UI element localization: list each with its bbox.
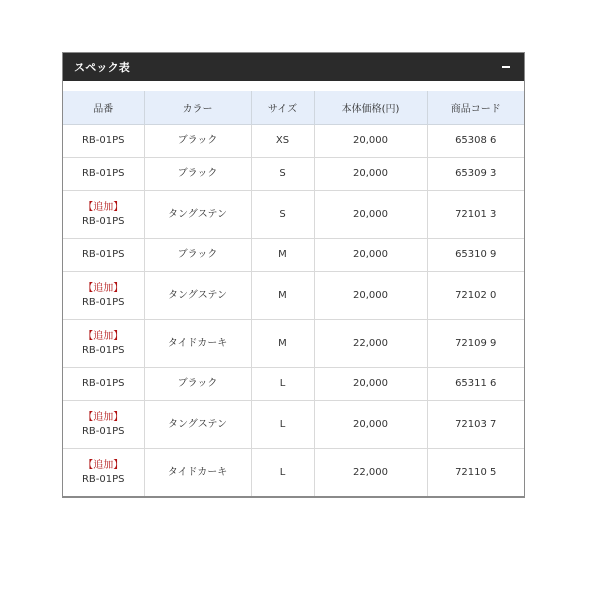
cell-color: ブラック	[144, 125, 251, 158]
panel-header	[63, 53, 524, 81]
cell-price: 20,000	[314, 191, 427, 239]
cell-color: ブラック	[144, 368, 251, 401]
part-no-text: RB-01PS	[81, 425, 125, 437]
header-price: 本体価格(円)	[314, 91, 427, 125]
cell-color: タングステン	[144, 272, 251, 320]
panel-body	[63, 81, 524, 497]
cell-product-code: 72102 0	[427, 272, 524, 320]
cell-size: M	[251, 272, 314, 320]
cell-product-code: 65310 9	[427, 239, 524, 272]
header-part-no: 品番	[63, 91, 144, 125]
cell-size: XS	[251, 125, 314, 158]
table-header-row	[63, 91, 524, 125]
header-size: サイズ	[251, 91, 314, 125]
part-no-text: RB-01PS	[81, 168, 125, 179]
part-no-text: RB-01PS	[81, 135, 125, 146]
table-row	[63, 368, 524, 401]
part-no-text: RB-01PS	[81, 296, 125, 308]
table-row	[63, 272, 524, 320]
cell-price: 22,000	[314, 320, 427, 368]
cell-color: タングステン	[144, 401, 251, 449]
cell-product-code: 72110 5	[427, 449, 524, 497]
cell-product-code: 65311 6	[427, 368, 524, 401]
cell-product-code: 65309 3	[427, 158, 524, 191]
header-color: カラー	[144, 91, 251, 125]
table-row	[63, 125, 524, 158]
collapse-button[interactable]	[498, 59, 514, 75]
cell-part-no	[63, 158, 144, 191]
minus-icon	[502, 66, 510, 68]
cell-size: S	[251, 158, 314, 191]
part-no-text: RB-01PS	[81, 249, 125, 260]
cell-part-no	[63, 272, 144, 320]
cell-product-code: 65308 6	[427, 125, 524, 158]
cell-part-no	[63, 320, 144, 368]
cell-product-code: 72109 9	[427, 320, 524, 368]
cell-part-no	[63, 401, 144, 449]
table-body	[63, 125, 524, 497]
cell-price: 22,000	[314, 449, 427, 497]
header-product-code: 商品コード	[427, 91, 524, 125]
added-badge: 【追加】	[83, 201, 124, 213]
cell-size: L	[251, 368, 314, 401]
table-row	[63, 449, 524, 497]
cell-part-no	[63, 239, 144, 272]
cell-price: 20,000	[314, 272, 427, 320]
cell-part-no	[63, 368, 144, 401]
panel-title: スペック表	[74, 61, 130, 74]
table-row	[63, 239, 524, 272]
part-no-text: RB-01PS	[81, 473, 125, 485]
cell-product-code: 72103 7	[427, 401, 524, 449]
spec-table	[63, 91, 524, 497]
table-row	[63, 320, 524, 368]
cell-price: 20,000	[314, 239, 427, 272]
cell-color: タイドカーキ	[144, 320, 251, 368]
table-row	[63, 158, 524, 191]
cell-color: ブラック	[144, 239, 251, 272]
cell-part-no	[63, 125, 144, 158]
cell-size: M	[251, 239, 314, 272]
table-row	[63, 191, 524, 239]
cell-color: タングステン	[144, 191, 251, 239]
added-badge: 【追加】	[83, 330, 124, 342]
cell-part-no	[63, 191, 144, 239]
added-badge: 【追加】	[83, 459, 124, 471]
cell-price: 20,000	[314, 401, 427, 449]
cell-product-code: 72101 3	[427, 191, 524, 239]
cell-price: 20,000	[314, 125, 427, 158]
added-badge: 【追加】	[83, 411, 124, 423]
cell-price: 20,000	[314, 368, 427, 401]
part-no-text: RB-01PS	[81, 215, 125, 227]
cell-size: L	[251, 401, 314, 449]
part-no-text: RB-01PS	[81, 344, 125, 356]
cell-price: 20,000	[314, 158, 427, 191]
cell-color: タイドカーキ	[144, 449, 251, 497]
added-badge: 【追加】	[83, 282, 124, 294]
cell-size: M	[251, 320, 314, 368]
part-no-text: RB-01PS	[81, 378, 125, 389]
cell-size: S	[251, 191, 314, 239]
cell-size: L	[251, 449, 314, 497]
table-row	[63, 401, 524, 449]
cell-part-no	[63, 449, 144, 497]
cell-color: ブラック	[144, 158, 251, 191]
spec-panel	[62, 52, 525, 498]
